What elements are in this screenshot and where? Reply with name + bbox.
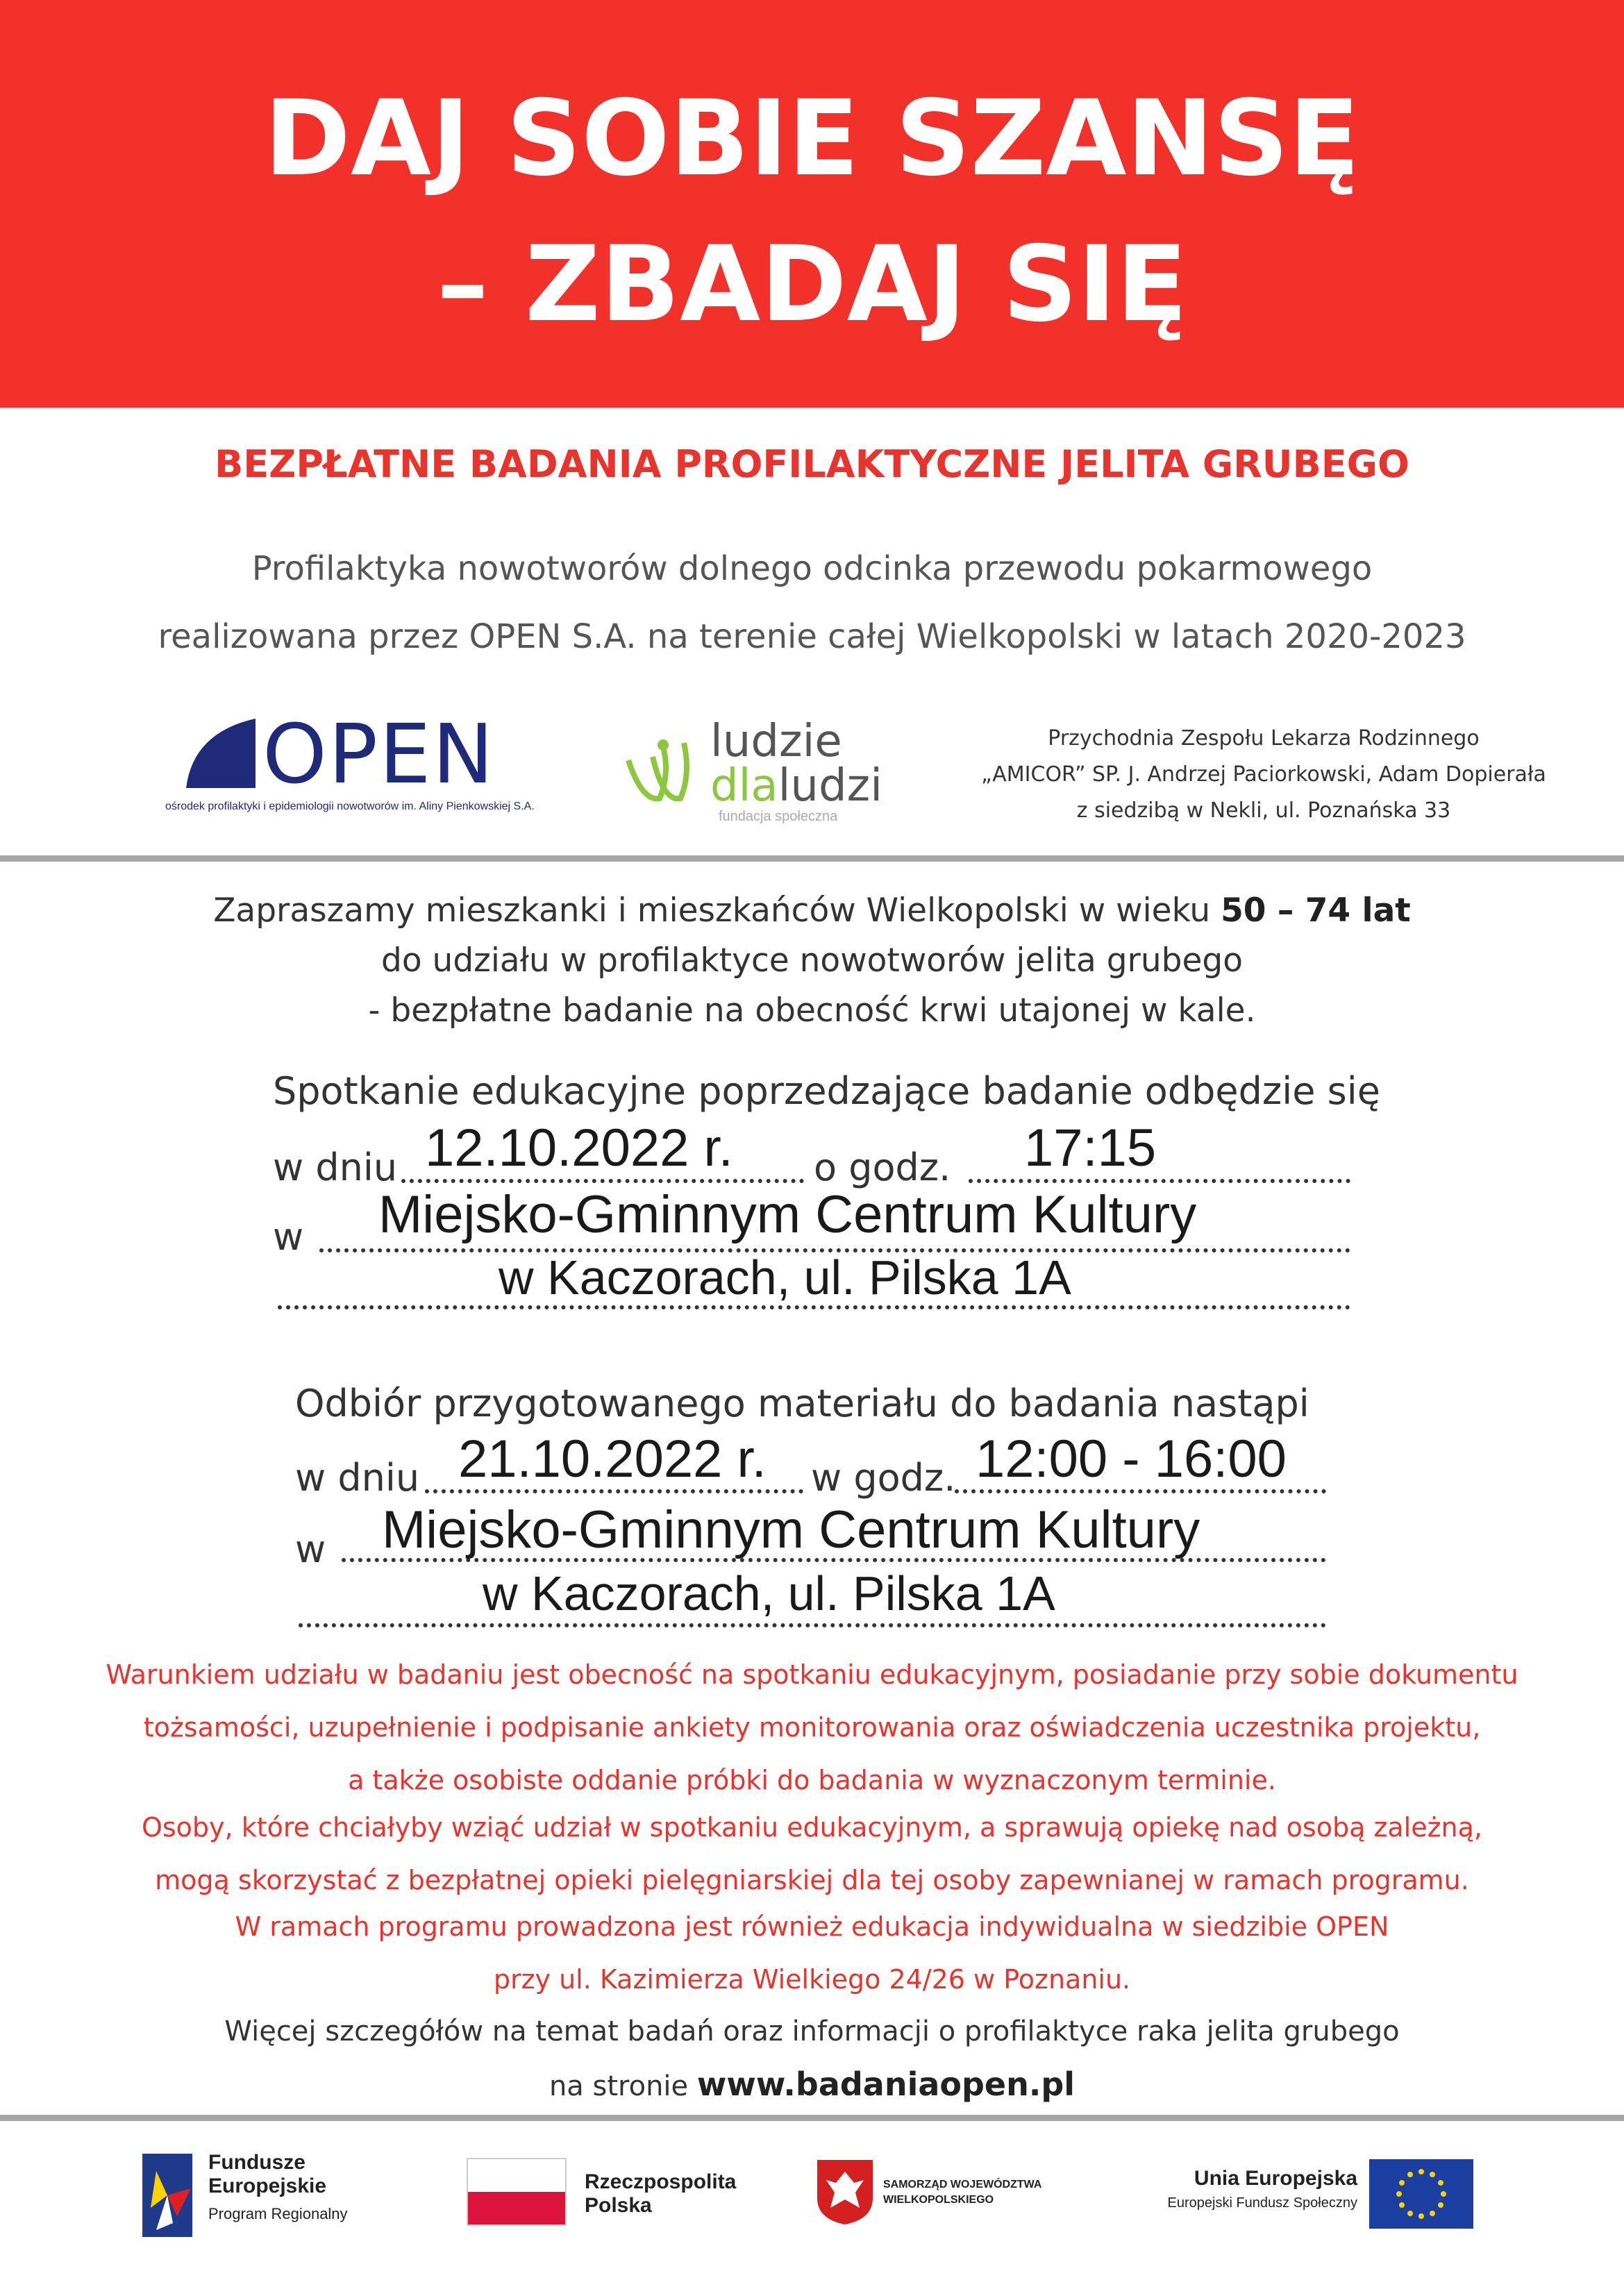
meeting-place-label: w <box>273 1215 304 1259</box>
clinic-line-1: Przychodnia Zespołu Lekarza Rodzinnego <box>1048 726 1480 751</box>
fe-line-3: Program Regionalny <box>208 2205 348 2222</box>
pickup-date-value: 21.10.2022 r. <box>458 1430 767 1489</box>
meeting-date-value: 12.10.2022 r. <box>425 1118 733 1178</box>
invitation-line-1-text: Zapraszamy mieszkanki i mieszkańców Wielkopolski w wieku <box>213 891 1221 930</box>
meeting-time-label: o godz. <box>814 1146 951 1189</box>
conditions-p2-line-2: mogą skorzystać z bezpłatnej opieki pielęgniarskiej dla tej osoby zapewnianej w ramach programu. <box>155 1865 1469 1895</box>
pickup-time-line <box>955 1489 1326 1493</box>
headline-banner <box>0 0 1624 408</box>
meeting-time-value: 17:15 <box>1024 1118 1157 1178</box>
conditions-paragraph-1 <box>0 1648 1624 1807</box>
polish-flag-icon <box>467 2158 567 2226</box>
meeting-place-value-1: Miejsko-Gminnym Centrum Kultury <box>378 1185 1197 1244</box>
more-info <box>0 2005 1624 2113</box>
conditions-p1-line-3: a także osobiste oddanie próbki do badania w wyznaczonym terminie. <box>348 1765 1276 1795</box>
fe-line-2: Europejskie <box>208 2175 327 2197</box>
rp-line-2: Polska <box>585 2194 652 2217</box>
ludzie-dla: dla <box>710 760 778 812</box>
invitation-line-3: - bezpłatne badanie na obecność krwi utajonej w kale. <box>368 991 1256 1030</box>
conditions-paragraph-2 <box>0 1801 1624 1907</box>
pickup-place-line-2 <box>299 1623 1326 1627</box>
meeting-time-line <box>969 1179 1350 1183</box>
sw-line-2: WIELKOPOLSKIEGO <box>883 2194 994 2206</box>
meeting-place-line-2 <box>278 1305 1350 1309</box>
ludzie-line-1: ludzie <box>710 716 842 767</box>
rp-line-1: Rzeczpospolita <box>585 2170 737 2193</box>
unia-europejska-logo <box>1146 2159 1479 2236</box>
intro-line-1: Profilaktyka nowotworów dolnego odcinka przewodu pokarmowego <box>251 549 1373 588</box>
fe-star-icon <box>142 2154 192 2237</box>
meeting-heading: Spotkanie edukacyjne poprzedzające badanie odbędzie się <box>273 1069 1380 1113</box>
headline-line-2: – ZBADAJ SIĘ <box>436 224 1188 345</box>
conditions-p2-line-1: Osoby, które chciałyby wziąć udział w spotkaniu edukacyjnym, a sprawują opiekę nad osobą zależną, <box>141 1812 1483 1843</box>
samorzad-wojewodztwa-logo <box>814 2156 1105 2233</box>
ludzie-caption: fundacja społeczna <box>719 809 838 824</box>
more-info-line-1: Więcej szczegółów na temat badań oraz informacji o profilaktyce raka jelita grubego <box>224 2016 1400 2047</box>
headline-line-1: DAJ SOBIE SZANSĘ <box>264 78 1360 199</box>
open-logo <box>165 706 535 823</box>
pickup-time-value: 12:00 - 16:00 <box>976 1430 1287 1489</box>
fundusze-europejskie-logo <box>142 2151 434 2241</box>
pickup-place-value-2: w Kaczorach, ul. Pilska 1A <box>483 1566 1055 1620</box>
more-info-prefix: na stronie <box>549 2070 697 2102</box>
divider-top <box>0 855 1624 862</box>
invitation-line-2: do udziału w profilaktyce nowotworów jelita grubego <box>381 941 1243 980</box>
invitation <box>0 886 1624 1036</box>
rzeczpospolita-polska-logo <box>467 2158 793 2234</box>
intro-line-2: realizowana przez OPEN S.A. na terenie całej Wielkopolski w latach 2020-2023 <box>158 617 1466 656</box>
invitation-line-1 <box>0 886 1624 936</box>
eu-flag-icon <box>1369 2159 1473 2229</box>
pickup-date-label: w dniu <box>295 1456 420 1500</box>
ludzie-line-2 <box>710 762 882 810</box>
conditions-p1-line-2: tożsamości, uzupełnienie i podpisanie ankiety monitorowania oraz oświadczenia uczestnika projektu, <box>143 1712 1481 1743</box>
eagle-shield-icon <box>814 2156 876 2226</box>
meeting-place-value-2: w Kaczorach, ul. Pilska 1A <box>499 1250 1071 1305</box>
fe-line-1: Fundusze <box>208 2151 305 2174</box>
more-info-line-2 <box>0 2058 1624 2113</box>
clinic-line-2: „AMICOR” SP. J. Andrzej Paciorkowski, Adam Dopierała <box>981 762 1546 787</box>
clinic-info <box>951 721 1576 829</box>
conditions-p3-line-1: W ramach programu prowadzona jest również edukacja indywidualna w siedzibie OPEN <box>235 1911 1389 1942</box>
ue-line-2: Europejski Fundusz Społeczny <box>1167 2195 1357 2211</box>
divider-bottom <box>0 2115 1624 2121</box>
ludzie-logo-mark-icon <box>621 732 705 809</box>
pickup-date-line <box>425 1489 803 1493</box>
pickup-heading: Odbiór przygotowanego materiału do badania nastąpi <box>295 1382 1309 1425</box>
conditions-p3-line-2: przy ul. Kazimierza Wielkiego 24/26 w Poznaniu. <box>493 1964 1131 1995</box>
meeting-date-line <box>401 1179 804 1183</box>
invitation-age: 50 – 74 lat <box>1221 891 1411 930</box>
sw-line-1: SAMORZĄD WOJEWÓDZTWA <box>883 2179 1042 2190</box>
open-logo-mark <box>165 719 259 788</box>
pickup-time-label: w godz. <box>811 1456 956 1500</box>
intro-text <box>0 535 1624 671</box>
ludzie-ludzi: ludzi <box>778 760 882 812</box>
website-link[interactable]: www.badaniaopen.pl <box>696 2065 1075 2103</box>
open-logo-text: OPEN <box>262 706 495 802</box>
ue-line-1: Unia Europejska <box>1194 2167 1357 2190</box>
clinic-line-3: z siedzibą w Nekli, ul. Poznańska 33 <box>1076 798 1451 823</box>
pickup-place-label: w <box>295 1527 326 1571</box>
pickup-place-value-1: Miejsko-Gminnym Centrum Kultury <box>382 1500 1200 1559</box>
subtitle: BEZPŁATNE BADANIA PROFILAKTYCZNE JELITA GRUBEGO <box>215 442 1409 486</box>
conditions-paragraph-3 <box>0 1900 1624 2006</box>
ludzie-dla-ludzi-logo <box>621 716 913 824</box>
conditions-p1-line-1: Warunkiem udziału w badaniu jest obecność na spotkaniu edukacyjnym, posiadanie przy sobie dokumentu <box>106 1659 1518 1690</box>
meeting-date-label: w dniu <box>273 1146 398 1189</box>
open-logo-caption: ośrodek profilaktyki i epidemiologii nowotworów im. Aliny Pienkowskiej S.A. <box>165 801 535 812</box>
